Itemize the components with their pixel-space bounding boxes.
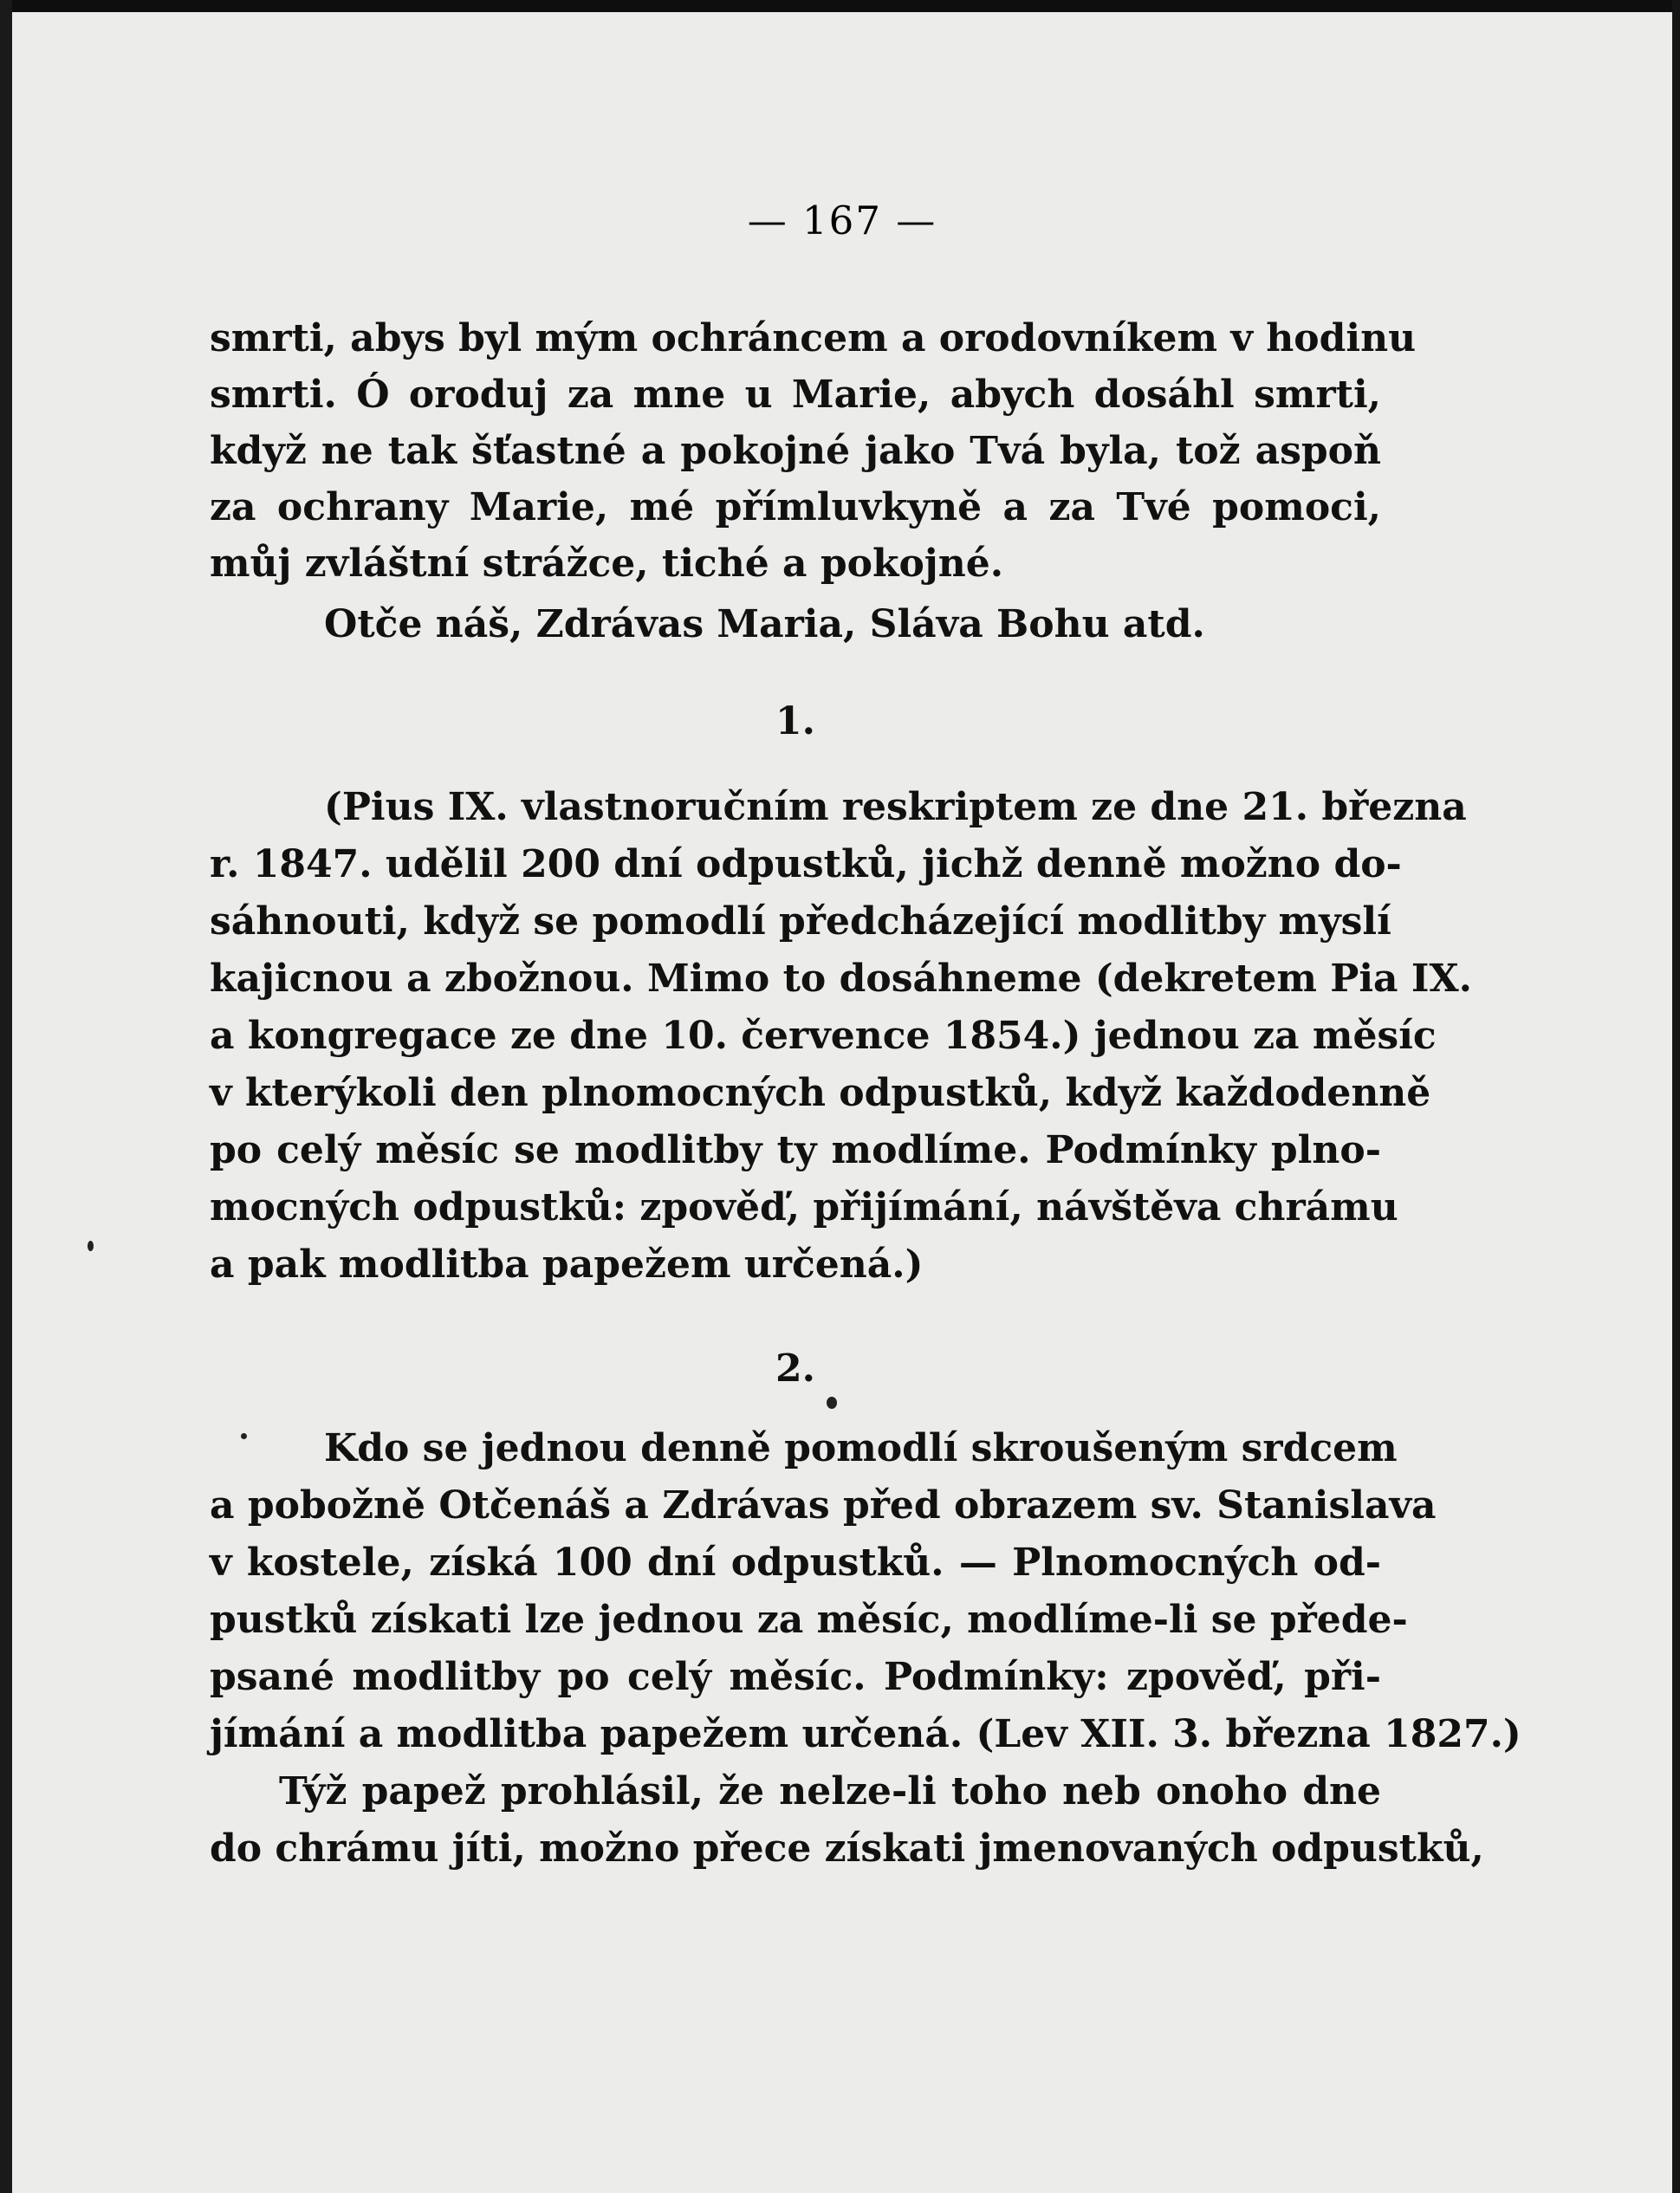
text-line: psané modlitby po celý měsíc. Podmínky: zpověď, při- <box>210 1655 1381 1699</box>
text-line: (Pius IX. vlastnoručním reskriptem ze dne 21. března <box>324 785 1467 829</box>
prayer-line: Otče náš, Zdrávas Maria, Sláva Bohu atd. <box>324 602 1205 646</box>
text-line: sáhnouti, když se pomodlí předcházející modlitby myslí <box>210 899 1391 944</box>
page-sheet <box>12 12 1672 2193</box>
text-line: smrti. Ó oroduj za mne u Marie, abych dosáhl smrti, <box>210 373 1381 417</box>
text-line: mocných odpustků: zpověď, přijímání, návštěva chrámu <box>210 1185 1398 1230</box>
text-line: a pobožně Otčenáš a Zdrávas před obrazem sv. Stanislava <box>210 1483 1437 1528</box>
text-line: když ne tak šťastné a pokojné jako Tvá byla, tož aspoň <box>210 429 1381 473</box>
text-line: v kostele, získá 100 dní odpustků. — Plnomocných od- <box>210 1541 1381 1585</box>
text-line: můj zvláštní strážce, tiché a pokojné. <box>210 542 1004 586</box>
scan-border-right <box>1672 0 1680 2193</box>
text-line: jímání a modlitba papežem určená. (Lev XII. 3. března 1827.) <box>210 1712 1521 1756</box>
section-number: 2. <box>775 1346 815 1391</box>
text-line: v kterýkoli den plnomocných odpustků, když každodenně <box>210 1071 1431 1115</box>
text-line: a pak modlitba papežem určená.) <box>210 1242 924 1287</box>
section-number: 1. <box>775 699 815 743</box>
text-line: po celý měsíc se modlitby ty modlíme. Podmínky plno- <box>210 1128 1381 1172</box>
text-line: do chrámu jíti, možno přece získati jmenovaných odpustků, <box>210 1826 1484 1871</box>
text-line: smrti, abys byl mým ochráncem a orodovníkem v hodinu <box>210 316 1417 360</box>
page-number: — 167 — <box>747 198 937 243</box>
text-line: Týž papež prohlásil, že nelze-li toho neb onoho dne <box>279 1769 1381 1813</box>
text-line: pustků získati lze jednou za měsíc, modlíme-li se přede- <box>210 1598 1408 1642</box>
text-line: r. 1847. udělil 200 dní odpustků, jichž denně možno do- <box>210 842 1402 886</box>
speck-mark <box>88 1241 94 1251</box>
scan-border-top <box>0 0 1680 12</box>
scan-border-left <box>0 0 12 2193</box>
speck-mark <box>827 1397 837 1409</box>
text-line: Kdo se jednou denně pomodlí skroušeným srdcem <box>324 1426 1398 1470</box>
text-line: kajicnou a zbožnou. Mimo to dosáhneme (dekretem Pia IX. <box>210 957 1472 1001</box>
text-line: a kongregace ze dne 10. července 1854.) jednou za měsíc <box>210 1014 1437 1058</box>
text-line: za ochrany Marie, mé přímluvkyně a za Tvé pomoci, <box>210 485 1381 529</box>
